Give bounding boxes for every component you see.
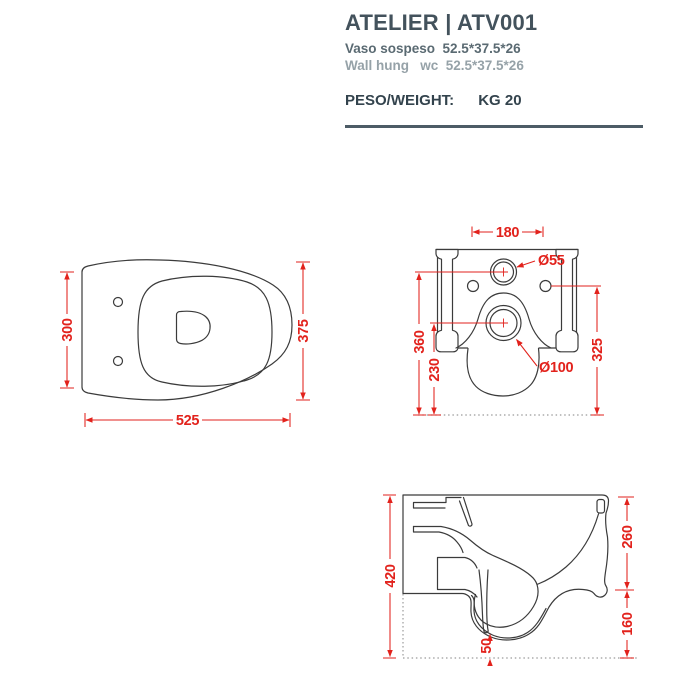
dim-inlet-label-group <box>517 253 565 269</box>
dim-inlet-height: 360 <box>412 330 428 354</box>
product-title: ATELIER | ATV001 <box>345 10 538 35</box>
dim-fixing-spacing: 180 <box>495 225 520 241</box>
dim-375-group <box>296 262 312 400</box>
dim-overall-height: 420 <box>383 564 399 588</box>
side-view-drawing <box>375 480 675 700</box>
left-pilaster <box>436 250 458 352</box>
fixing-hole-left <box>468 281 479 292</box>
dim-clearance-height: 160 <box>620 612 636 636</box>
weight-value: KG 20 <box>478 92 522 109</box>
dim-outlet-diameter: Ø100 <box>539 360 574 376</box>
toilet-side-outline <box>403 495 609 640</box>
dim-overall-length: 525 <box>175 413 200 429</box>
dim-300-group <box>60 272 76 388</box>
header-divider <box>345 125 643 128</box>
weight-label: PESO/WEIGHT: <box>345 92 455 109</box>
weight-row <box>345 92 645 109</box>
rim-channel-hole <box>597 500 605 514</box>
rear-view-drawing <box>405 220 655 430</box>
dim-fixing-height: 325 <box>590 338 606 362</box>
subtitle-english: Wall hung wc 52.5*37.5*26 <box>345 58 524 73</box>
dim-50-group <box>479 635 495 667</box>
fixing-hole-right <box>540 281 551 292</box>
dim-180-group <box>472 225 543 241</box>
subtitle-italian: Vaso sospeso 52.5*37.5*26 <box>345 41 521 56</box>
dim-trap-floor-gap: 50 <box>479 638 495 654</box>
trap-bulge <box>467 349 539 397</box>
dim-body-height: 260 <box>620 525 636 549</box>
seat-outer-outline <box>82 260 292 400</box>
side-silhouette <box>403 495 609 640</box>
dim-outlet-height: 230 <box>427 358 443 382</box>
dim-260-group <box>615 497 636 590</box>
dim-420-group <box>383 495 399 658</box>
top-view-drawing <box>40 240 330 440</box>
dim-seat-depth: 300 <box>60 318 76 342</box>
header <box>345 10 645 109</box>
dim-overall-depth: 375 <box>296 319 312 343</box>
dim-160-group <box>620 592 636 659</box>
dim-525-group <box>85 413 290 429</box>
toilet-plan-outline <box>82 260 292 400</box>
dim-inlet-diameter: Ø55 <box>538 253 565 269</box>
